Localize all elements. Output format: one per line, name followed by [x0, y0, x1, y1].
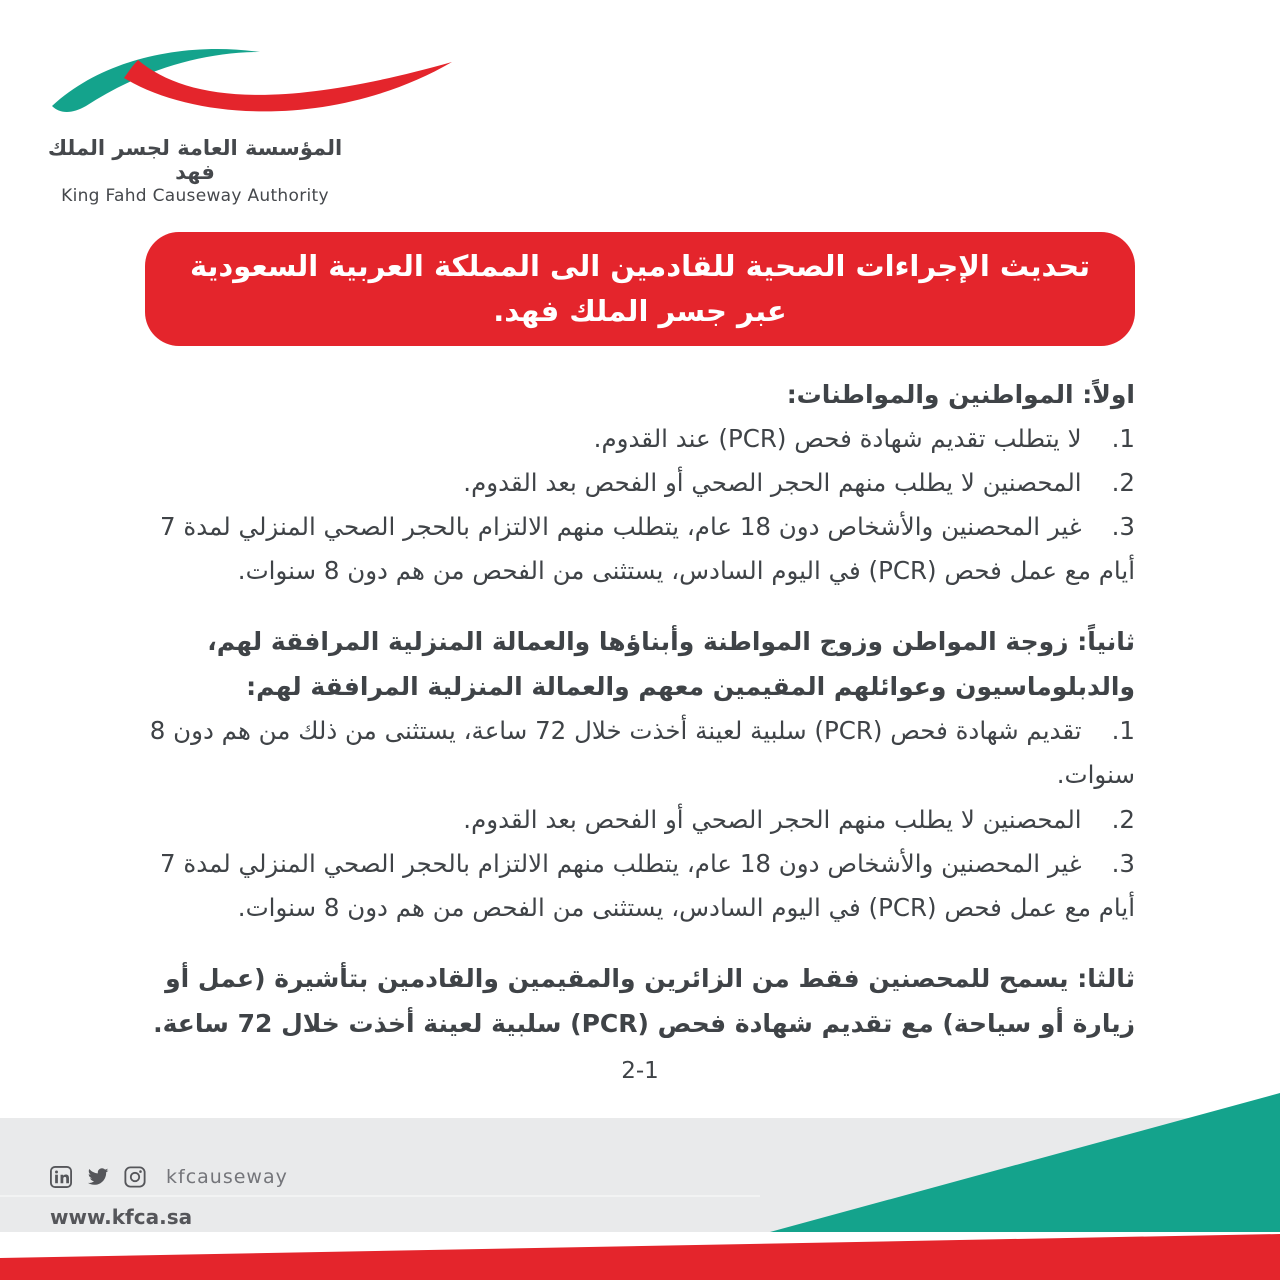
item-text: تقديم شهادة فحص (PCR) سلبية لعينة أخذت خلال 72 ساعة، يستثنى من ذلك من هم دون 8 سنوات. — [149, 716, 1135, 790]
list-item — [145, 417, 1135, 461]
section-heading: اولاً: المواطنين والمواطنات: — [786, 380, 1135, 409]
twitter-icon — [86, 1166, 110, 1188]
item-marker: 1. — [1111, 716, 1135, 746]
list-item — [145, 505, 1135, 593]
section-families-diplomats — [145, 619, 1135, 929]
logo-swoosh-icon — [42, 34, 462, 134]
list-item — [145, 709, 1135, 797]
item-marker: 3. — [1111, 848, 1135, 878]
linkedin-icon — [50, 1166, 72, 1188]
item-marker: 2. — [1111, 804, 1135, 834]
item-marker: 2. — [1111, 468, 1135, 498]
item-text: المحصنين لا يطلب منهم الحجر الصحي أو الفحص بعد القدوم. — [463, 468, 1082, 498]
item-marker: 3. — [1111, 512, 1135, 542]
title-banner — [145, 232, 1135, 346]
list-item — [145, 461, 1135, 505]
org-name-arabic: المؤسسة العامة لجسر الملك فهد — [47, 136, 343, 184]
section-heading: ثانياً: زوجة المواطن وزوج المواطنة وأبناؤها والعمالة المنزلية المرافقة لهم، والدبلوماسيون وعوائلهم المقيمين معهم والعمالة المنزلية المرافقة لهم: — [207, 627, 1135, 702]
logo — [42, 34, 472, 206]
org-name-english: King Fahd Causeway Authority — [61, 186, 329, 206]
page-number: 2-1 — [621, 1058, 659, 1084]
title-line-2: عبر جسر الملك فهد. — [493, 294, 787, 328]
list-item — [145, 842, 1135, 930]
social-row — [50, 1166, 288, 1188]
body-content — [145, 372, 1135, 1072]
website-url: www.kfca.sa — [50, 1205, 193, 1229]
item-marker: 1. — [1111, 424, 1135, 453]
item-text: غير المحصنين والأشخاص دون 18 عام، يتطلب منهم الالتزام بالحجر الصحي المنزلي لمدة 7 أيام مع عمل فحص (PCR) في اليوم السادس، يستثنى من الفحص من هم دون 8 سنوات. — [160, 848, 1135, 922]
instagram-icon — [124, 1166, 146, 1188]
item-text: المحصنين لا يطلب منهم الحجر الصحي أو الفحص بعد القدوم. — [463, 804, 1082, 834]
list-item — [145, 798, 1135, 842]
item-text: لا يتطلب تقديم شهادة فحص (PCR) عند القدوم. — [593, 424, 1082, 453]
section-citizens — [145, 372, 1135, 593]
section-visitors — [145, 956, 1135, 1046]
title-line-1: تحديث الإجراءات الصحية للقادمين الى المملكة العربية السعودية — [189, 249, 1091, 284]
footer-red-stripe — [0, 1234, 1280, 1280]
social-handle: kfcauseway — [166, 1166, 288, 1188]
item-text: غير المحصنين والأشخاص دون 18 عام، يتطلب منهم الالتزام بالحجر الصحي المنزلي لمدة 7 أيام مع عمل فحص (PCR) في اليوم السادس، يستثنى من الفحص من هم دون 8 سنوات. — [160, 512, 1135, 586]
section-heading: ثالثا: يسمح للمحصنين فقط من الزائرين والمقيمين والقادمين بتأشيرة (عمل أو زيارة أو سياحة) مع تقديم شهادة فحص (PCR) سلبية لعينة أخذت خلال 72 ساعة. — [153, 963, 1135, 1038]
